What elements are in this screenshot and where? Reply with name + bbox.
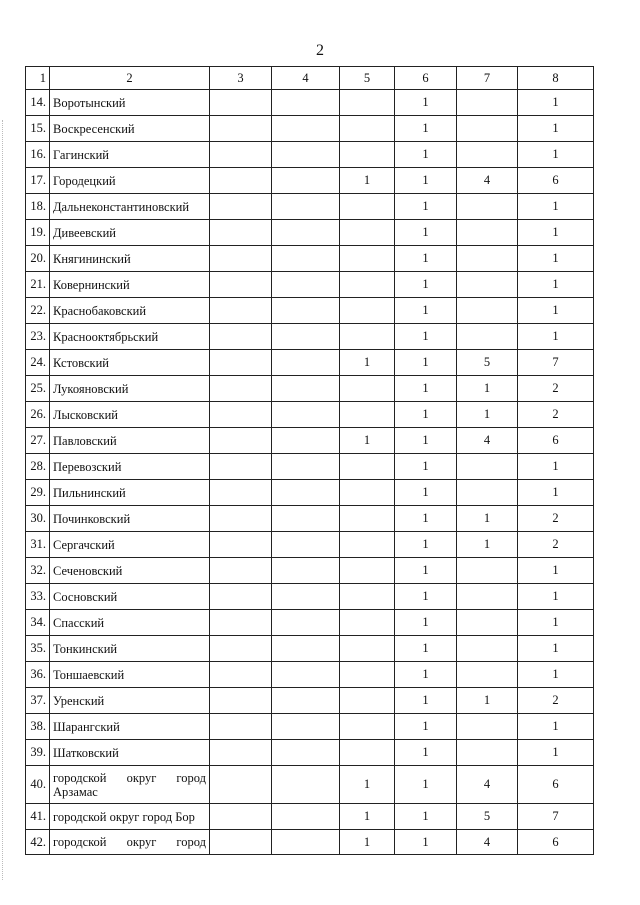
cell-c5 — [340, 740, 395, 766]
row-number: 39. — [26, 740, 50, 766]
cell-c4 — [272, 610, 340, 636]
cell-c3 — [210, 220, 272, 246]
district-name: Ковернинский — [50, 272, 210, 298]
cell-c6: 1 — [395, 804, 457, 830]
table-row — [26, 246, 594, 272]
cell-c7 — [457, 272, 518, 298]
cell-c7 — [457, 740, 518, 766]
cell-c3 — [210, 714, 272, 740]
cell-c5: 1 — [340, 350, 395, 376]
cell-c6: 1 — [395, 298, 457, 324]
data-table — [25, 66, 594, 855]
row-number: 38. — [26, 714, 50, 740]
cell-c3 — [210, 246, 272, 272]
cell-c4 — [272, 90, 340, 116]
cell-c3 — [210, 350, 272, 376]
cell-c6: 1 — [395, 220, 457, 246]
col-header-6: 6 — [395, 67, 457, 90]
cell-c6: 1 — [395, 116, 457, 142]
cell-c6: 1 — [395, 662, 457, 688]
cell-c7 — [457, 116, 518, 142]
cell-c3 — [210, 584, 272, 610]
table-row — [26, 532, 594, 558]
cell-c3 — [210, 168, 272, 194]
cell-c7 — [457, 610, 518, 636]
district-name: Тонкинский — [50, 636, 210, 662]
cell-c8: 7 — [518, 804, 594, 830]
row-number: 26. — [26, 402, 50, 428]
cell-c6: 1 — [395, 688, 457, 714]
cell-c5 — [340, 220, 395, 246]
district-name: Тоншаевский — [50, 662, 210, 688]
cell-c5 — [340, 636, 395, 662]
table-row — [26, 428, 594, 454]
cell-c7 — [457, 194, 518, 220]
cell-c8: 2 — [518, 402, 594, 428]
row-number: 34. — [26, 610, 50, 636]
col-header-1: 1 — [26, 67, 50, 90]
table-row — [26, 558, 594, 584]
cell-c3 — [210, 324, 272, 350]
row-number: 23. — [26, 324, 50, 350]
district-name: Шарангский — [50, 714, 210, 740]
cell-c7 — [457, 90, 518, 116]
table-row — [26, 220, 594, 246]
cell-c7 — [457, 298, 518, 324]
table-body — [26, 90, 594, 855]
cell-c7: 1 — [457, 506, 518, 532]
cell-c4 — [272, 740, 340, 766]
cell-c8: 1 — [518, 610, 594, 636]
cell-c5 — [340, 480, 395, 506]
cell-c6: 1 — [395, 766, 457, 804]
cell-c8: 2 — [518, 376, 594, 402]
row-number: 16. — [26, 142, 50, 168]
cell-c4 — [272, 584, 340, 610]
cell-c5 — [340, 272, 395, 298]
district-name: Городецкий — [50, 168, 210, 194]
cell-c5: 1 — [340, 804, 395, 830]
cell-c7: 4 — [457, 766, 518, 804]
cell-c3 — [210, 688, 272, 714]
row-number: 17. — [26, 168, 50, 194]
cell-c5 — [340, 402, 395, 428]
row-number: 25. — [26, 376, 50, 402]
cell-c4 — [272, 220, 340, 246]
cell-c7: 5 — [457, 804, 518, 830]
district-name: Уренский — [50, 688, 210, 714]
cell-c7 — [457, 662, 518, 688]
row-number: 37. — [26, 688, 50, 714]
district-name: Краснобаковский — [50, 298, 210, 324]
district-name: Перевозский — [50, 454, 210, 480]
cell-c8: 6 — [518, 428, 594, 454]
table-row — [26, 610, 594, 636]
cell-c3 — [210, 90, 272, 116]
cell-c7 — [457, 324, 518, 350]
cell-c5 — [340, 532, 395, 558]
page-number: 2 — [316, 42, 324, 59]
cell-c8: 1 — [518, 558, 594, 584]
cell-c4 — [272, 506, 340, 532]
row-number: 19. — [26, 220, 50, 246]
cell-c4 — [272, 272, 340, 298]
table-row — [26, 350, 594, 376]
cell-c7: 5 — [457, 350, 518, 376]
cell-c3 — [210, 272, 272, 298]
cell-c4 — [272, 558, 340, 584]
cell-c4 — [272, 480, 340, 506]
cell-c6: 1 — [395, 610, 457, 636]
cell-c3 — [210, 532, 272, 558]
table-row — [26, 142, 594, 168]
cell-c4 — [272, 350, 340, 376]
table-row — [26, 90, 594, 116]
cell-c4 — [272, 830, 340, 855]
cell-c8: 1 — [518, 272, 594, 298]
cell-c3 — [210, 766, 272, 804]
cell-c8: 1 — [518, 662, 594, 688]
cell-c8: 1 — [518, 90, 594, 116]
cell-c8: 6 — [518, 168, 594, 194]
col-header-4: 4 — [272, 67, 340, 90]
cell-c6: 1 — [395, 480, 457, 506]
table-row — [26, 830, 594, 855]
row-number: 15. — [26, 116, 50, 142]
cell-c7: 4 — [457, 168, 518, 194]
table-row — [26, 116, 594, 142]
cell-c3 — [210, 194, 272, 220]
header-row — [26, 67, 594, 90]
cell-c8: 1 — [518, 220, 594, 246]
row-number: 20. — [26, 246, 50, 272]
cell-c6: 1 — [395, 636, 457, 662]
cell-c8: 1 — [518, 142, 594, 168]
cell-c6: 1 — [395, 532, 457, 558]
row-number: 21. — [26, 272, 50, 298]
cell-c5 — [340, 714, 395, 740]
row-number: 33. — [26, 584, 50, 610]
cell-c4 — [272, 662, 340, 688]
cell-c8: 2 — [518, 506, 594, 532]
district-name: Краснооктябрьский — [50, 324, 210, 350]
cell-c5 — [340, 324, 395, 350]
cell-c3 — [210, 610, 272, 636]
district-name: Воскресенский — [50, 116, 210, 142]
cell-c8: 1 — [518, 454, 594, 480]
cell-c8: 1 — [518, 298, 594, 324]
district-name: Павловский — [50, 428, 210, 454]
cell-c3 — [210, 376, 272, 402]
cell-c8: 1 — [518, 714, 594, 740]
table-row — [26, 454, 594, 480]
cell-c5 — [340, 116, 395, 142]
cell-c5 — [340, 376, 395, 402]
row-number: 41. — [26, 804, 50, 830]
row-number: 42. — [26, 830, 50, 855]
cell-c6: 1 — [395, 376, 457, 402]
row-number: 40. — [26, 766, 50, 804]
cell-c8: 1 — [518, 584, 594, 610]
cell-c5 — [340, 558, 395, 584]
row-number: 24. — [26, 350, 50, 376]
row-number: 28. — [26, 454, 50, 480]
cell-c6: 1 — [395, 324, 457, 350]
row-number: 36. — [26, 662, 50, 688]
district-name: Сергачский — [50, 532, 210, 558]
district-name: Пильнинский — [50, 480, 210, 506]
cell-c7 — [457, 246, 518, 272]
cell-c3 — [210, 116, 272, 142]
cell-c7 — [457, 480, 518, 506]
cell-c7 — [457, 584, 518, 610]
table-row — [26, 584, 594, 610]
cell-c3 — [210, 636, 272, 662]
cell-c4 — [272, 804, 340, 830]
cell-c5 — [340, 298, 395, 324]
cell-c8: 2 — [518, 688, 594, 714]
cell-c5 — [340, 662, 395, 688]
district-name: Кстовский — [50, 350, 210, 376]
cell-c8: 1 — [518, 194, 594, 220]
row-number: 29. — [26, 480, 50, 506]
cell-c6: 1 — [395, 246, 457, 272]
cell-c4 — [272, 532, 340, 558]
cell-c4 — [272, 298, 340, 324]
cell-c7: 1 — [457, 402, 518, 428]
row-number: 18. — [26, 194, 50, 220]
cell-c8: 6 — [518, 830, 594, 855]
cell-c8: 1 — [518, 324, 594, 350]
table-row — [26, 402, 594, 428]
cell-c3 — [210, 662, 272, 688]
cell-c3 — [210, 454, 272, 480]
table-row — [26, 324, 594, 350]
cell-c8: 7 — [518, 350, 594, 376]
cell-c5 — [340, 688, 395, 714]
cell-c3 — [210, 740, 272, 766]
district-name: Сеченовский — [50, 558, 210, 584]
cell-c3 — [210, 480, 272, 506]
cell-c7: 1 — [457, 688, 518, 714]
cell-c6: 1 — [395, 558, 457, 584]
cell-c6: 1 — [395, 714, 457, 740]
district-name: Княгининский — [50, 246, 210, 272]
cell-c3 — [210, 558, 272, 584]
cell-c5 — [340, 246, 395, 272]
cell-c8: 1 — [518, 246, 594, 272]
district-name: Сосновский — [50, 584, 210, 610]
col-header-5: 5 — [340, 67, 395, 90]
col-header-7: 7 — [457, 67, 518, 90]
cell-c6: 1 — [395, 194, 457, 220]
cell-c4 — [272, 142, 340, 168]
cell-c8: 1 — [518, 116, 594, 142]
cell-c4 — [272, 714, 340, 740]
cell-c6: 1 — [395, 584, 457, 610]
row-number: 30. — [26, 506, 50, 532]
table-row — [26, 662, 594, 688]
cell-c5 — [340, 584, 395, 610]
district-name: Лукояновский — [50, 376, 210, 402]
row-number: 35. — [26, 636, 50, 662]
cell-c4 — [272, 766, 340, 804]
row-number: 31. — [26, 532, 50, 558]
row-number: 22. — [26, 298, 50, 324]
table-row — [26, 272, 594, 298]
cell-c6: 1 — [395, 506, 457, 532]
cell-c6: 1 — [395, 402, 457, 428]
cell-c4 — [272, 454, 340, 480]
cell-c7 — [457, 636, 518, 662]
district-name: Дивеевский — [50, 220, 210, 246]
cell-c5 — [340, 610, 395, 636]
district-name: Шатковский — [50, 740, 210, 766]
cell-c6: 1 — [395, 168, 457, 194]
district-name: Воротынский — [50, 90, 210, 116]
cell-c6: 1 — [395, 740, 457, 766]
cell-c4 — [272, 376, 340, 402]
cell-c4 — [272, 428, 340, 454]
cell-c7: 1 — [457, 376, 518, 402]
table-row — [26, 298, 594, 324]
cell-c5 — [340, 90, 395, 116]
table-row — [26, 168, 594, 194]
district-name: Гагинский — [50, 142, 210, 168]
cell-c5: 1 — [340, 830, 395, 855]
cell-c3 — [210, 804, 272, 830]
table-row — [26, 688, 594, 714]
cell-c3 — [210, 506, 272, 532]
cell-c3 — [210, 428, 272, 454]
cell-c6: 1 — [395, 90, 457, 116]
cell-c5 — [340, 506, 395, 532]
cell-c7: 4 — [457, 428, 518, 454]
col-header-3: 3 — [210, 67, 272, 90]
cell-c7 — [457, 220, 518, 246]
cell-c4 — [272, 246, 340, 272]
cell-c8: 2 — [518, 532, 594, 558]
table-row — [26, 804, 594, 830]
cell-c7 — [457, 714, 518, 740]
cell-c5 — [340, 142, 395, 168]
cell-c5 — [340, 454, 395, 480]
cell-c3 — [210, 142, 272, 168]
table-row — [26, 714, 594, 740]
cell-c8: 6 — [518, 766, 594, 804]
cell-c5: 1 — [340, 168, 395, 194]
cell-c4 — [272, 168, 340, 194]
cell-c7 — [457, 142, 518, 168]
cell-c5: 1 — [340, 766, 395, 804]
cell-c3 — [210, 830, 272, 855]
table-row — [26, 194, 594, 220]
cell-c5 — [340, 194, 395, 220]
district-name: Спасский — [50, 610, 210, 636]
table-row — [26, 376, 594, 402]
cell-c7: 4 — [457, 830, 518, 855]
cell-c4 — [272, 324, 340, 350]
district-name: Лысковский — [50, 402, 210, 428]
district-name: городской округ город Бор — [50, 804, 210, 830]
cell-c7 — [457, 558, 518, 584]
cell-c6: 1 — [395, 830, 457, 855]
table-row — [26, 506, 594, 532]
cell-c3 — [210, 402, 272, 428]
row-number: 14. — [26, 90, 50, 116]
cell-c3 — [210, 298, 272, 324]
district-name: Починковский — [50, 506, 210, 532]
col-header-2: 2 — [50, 67, 210, 90]
cell-c4 — [272, 116, 340, 142]
cell-c8: 1 — [518, 480, 594, 506]
row-number: 32. — [26, 558, 50, 584]
cell-c7 — [457, 454, 518, 480]
district-name: городской округ город Арзамас — [50, 766, 210, 804]
row-number: 27. — [26, 428, 50, 454]
cell-c6: 1 — [395, 272, 457, 298]
table-row — [26, 766, 594, 804]
cell-c6: 1 — [395, 142, 457, 168]
margin-dots — [2, 120, 5, 880]
cell-c5: 1 — [340, 428, 395, 454]
cell-c6: 1 — [395, 350, 457, 376]
cell-c4 — [272, 636, 340, 662]
col-header-8: 8 — [518, 67, 594, 90]
table-row — [26, 740, 594, 766]
cell-c4 — [272, 194, 340, 220]
cell-c6: 1 — [395, 454, 457, 480]
table-row — [26, 480, 594, 506]
cell-c4 — [272, 688, 340, 714]
district-name: Дальнеконстантиновский — [50, 194, 210, 220]
table-row — [26, 636, 594, 662]
cell-c8: 1 — [518, 636, 594, 662]
cell-c8: 1 — [518, 740, 594, 766]
cell-c7: 1 — [457, 532, 518, 558]
cell-c6: 1 — [395, 428, 457, 454]
district-name: городской округ город — [50, 830, 210, 855]
cell-c4 — [272, 402, 340, 428]
